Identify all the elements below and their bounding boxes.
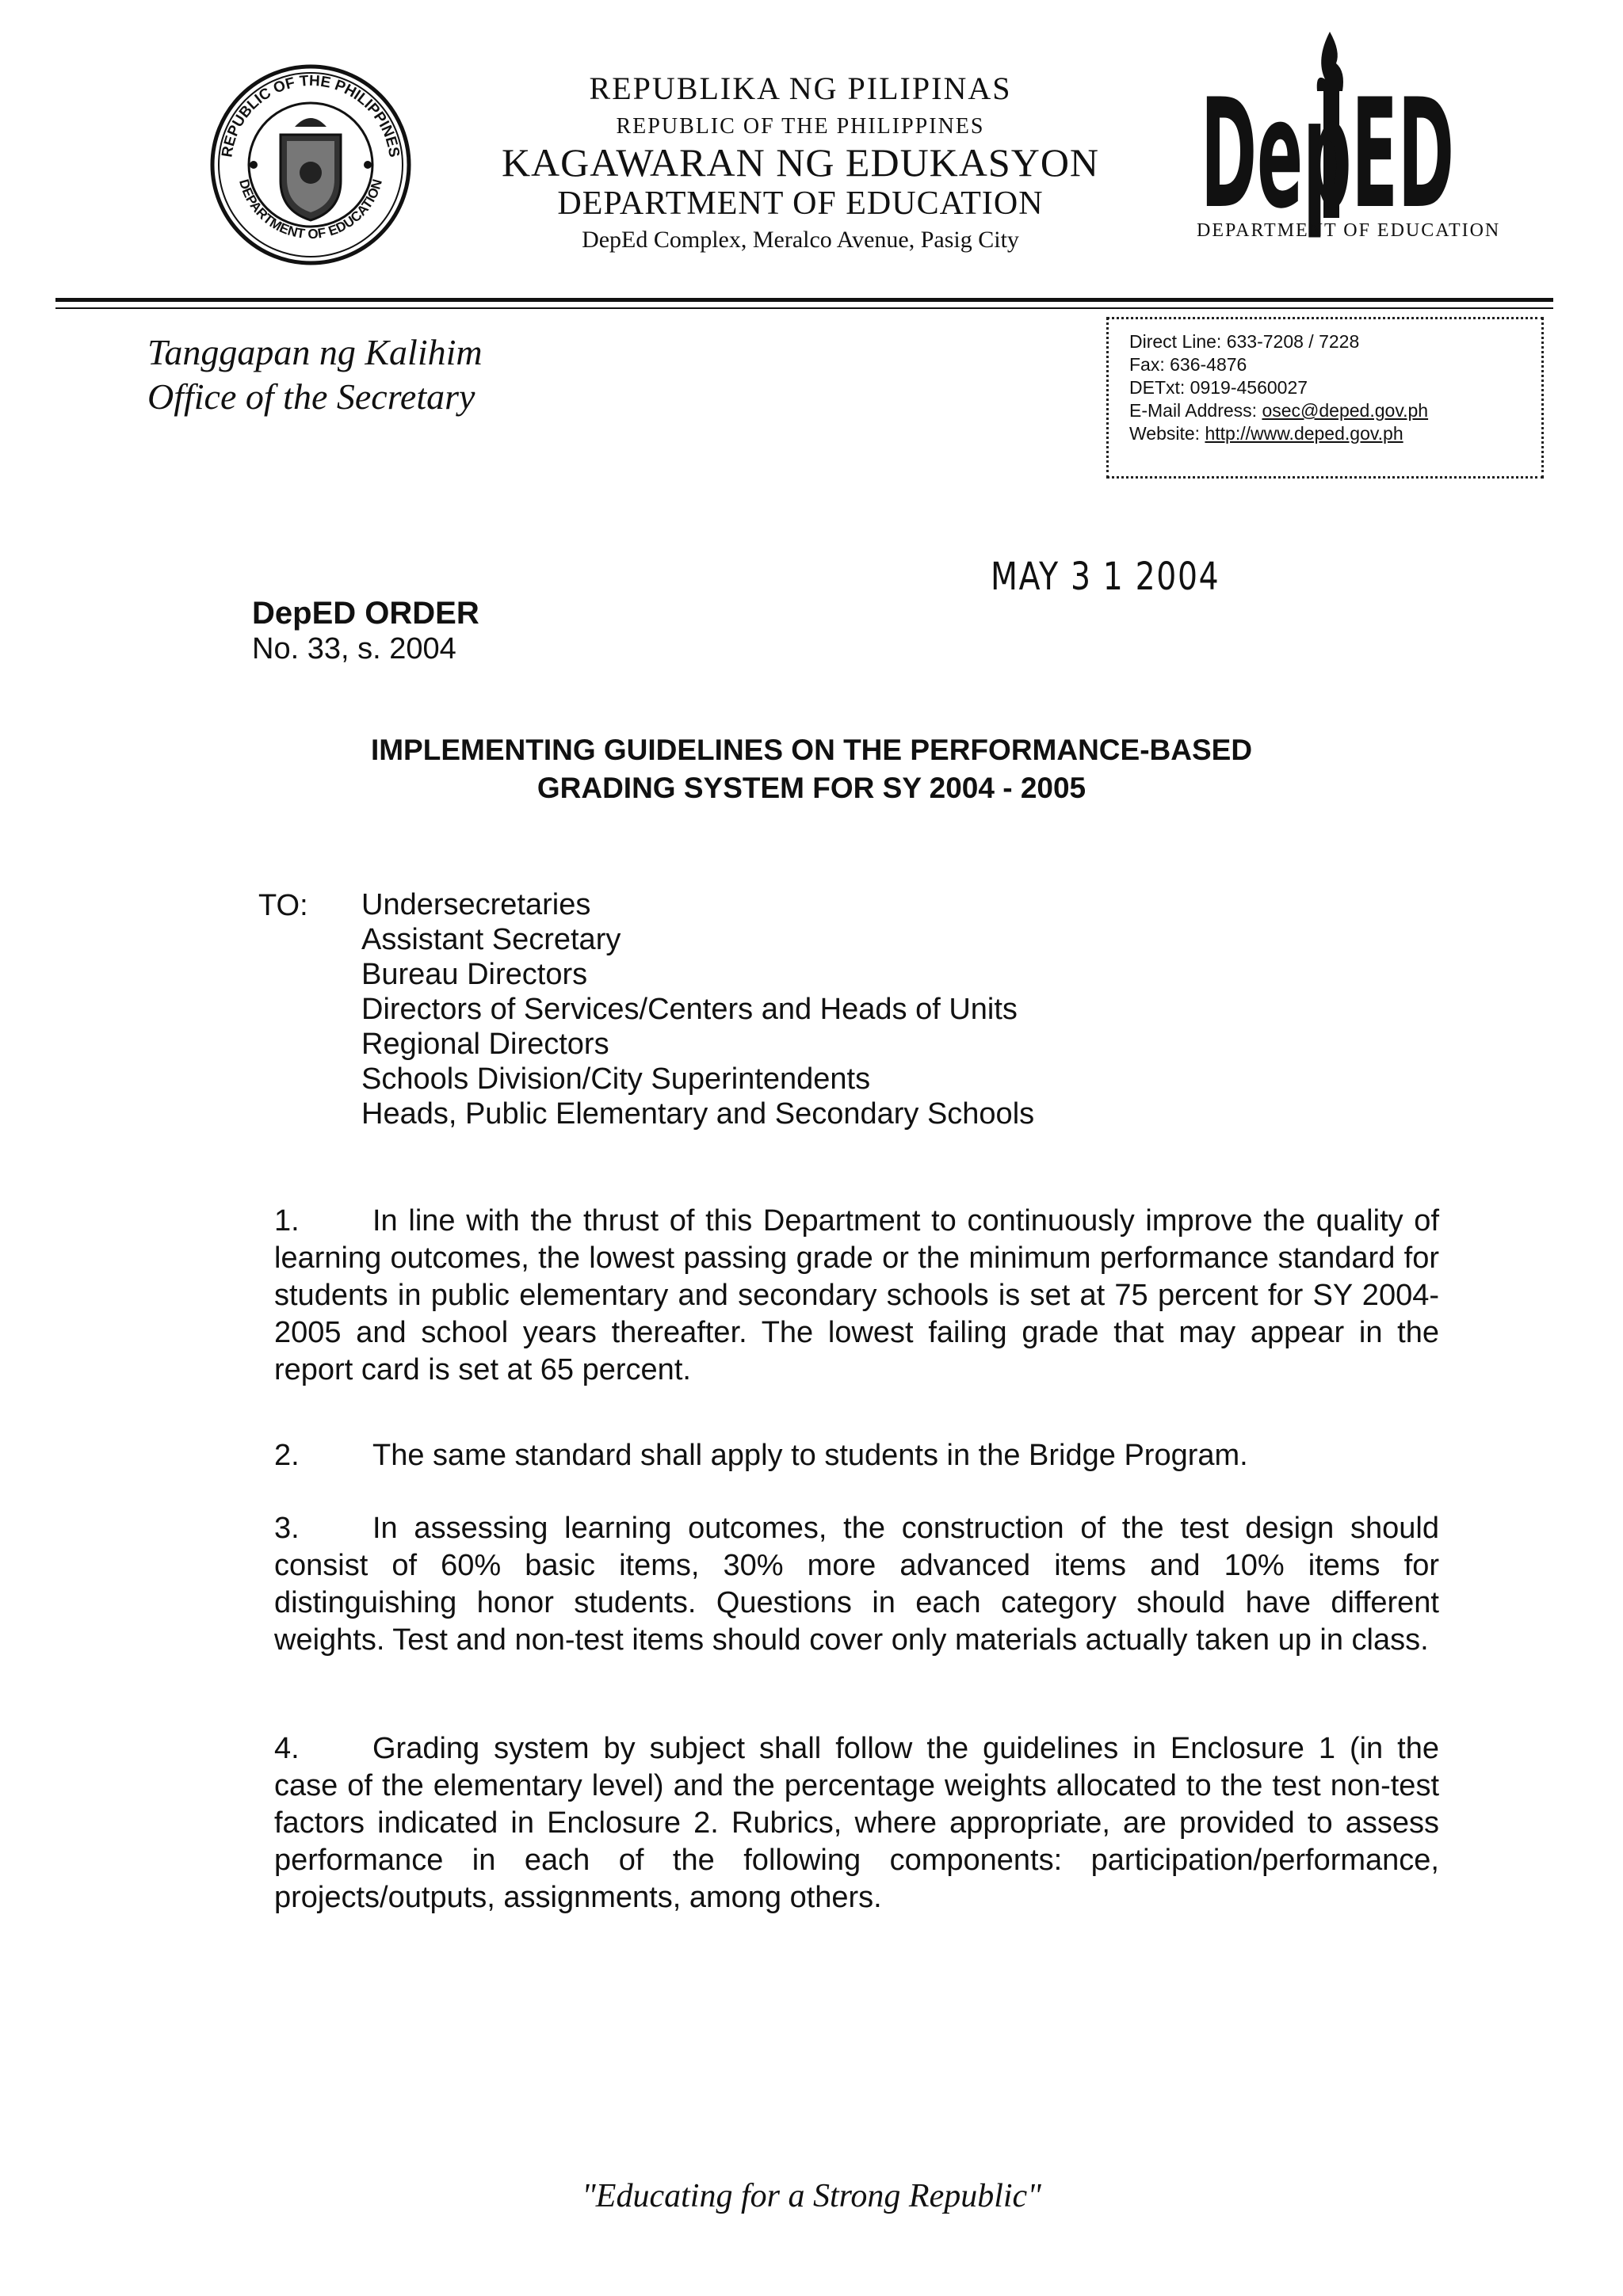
email-row <box>1129 399 1541 422</box>
email-link[interactable]: osec@deped.gov.ph <box>1262 400 1429 421</box>
subject-line-1: IMPLEMENTING GUIDELINES ON THE PERFORMANCE-BASED <box>370 734 1253 766</box>
deped-seal <box>208 62 414 268</box>
office-tagalog: Tanggapan ng Kalihim <box>147 332 483 372</box>
paragraph-2 <box>274 1437 1439 1474</box>
paragraph-number: 3. <box>274 1512 300 1545</box>
header-kagawaran: KAGAWARAN NG EDUKASYON <box>501 140 1100 185</box>
header-republic: REPUBLIC OF THE PHILIPPINES <box>616 114 985 139</box>
paragraph-number: 2. <box>274 1439 300 1472</box>
header-rule-thin <box>55 307 1553 309</box>
website-link[interactable]: http://www.deped.gov.ph <box>1205 423 1403 444</box>
email-label: E-Mail Address: <box>1129 400 1262 421</box>
paragraph-number: 4. <box>274 1732 300 1765</box>
recipient-item: Directors of Services/Centers and Heads of Units <box>361 993 1018 1026</box>
paragraph-text: In line with the thrust of this Department to continuously improve the quality of learning outcomes, the lowest passing grade or the minimum performance standard for students in public elementary and secondary schools is set at 75 percent for SY 2004-2005 and school years thereafter. The lowest failing grade that may appear in the report card is set at 65 percent. <box>274 1204 1439 1386</box>
recipient-item: Assistant Secretary <box>361 923 621 956</box>
deped-logo <box>1197 16 1458 254</box>
footer-slogan: "Educating for a Strong Republic" <box>582 2178 1041 2214</box>
paragraph-text: In assessing learning outcomes, the construction of the test design should consist of 60% basic items, 30% more advanced items and 10% items for distinguishing honor students. Questions in each category should have different weights. Test and non-test items should cover only materials actually taken up in class. <box>274 1512 1439 1657</box>
detxt: DETxt: 0919-4560027 <box>1129 377 1308 398</box>
paragraph-4 <box>274 1730 1439 1917</box>
order-number: No. 33, s. 2004 <box>252 632 456 666</box>
contact-box <box>1106 317 1544 479</box>
seal-text-top: REPUBLIC OF THE PHILIPPINES <box>219 72 403 158</box>
website-row <box>1129 422 1541 445</box>
paragraph-1 <box>274 1203 1439 1389</box>
seal-text-bottom: DEPARTMENT OF EDUCATION <box>235 177 386 242</box>
office-english: Office of the Secretary <box>147 376 475 417</box>
website-label: Website: <box>1129 423 1205 444</box>
fax: Fax: 636-4876 <box>1129 354 1247 375</box>
to-label: TO: <box>258 889 308 922</box>
subject-line-2: GRADING SYSTEM FOR SY 2004 - 2005 <box>537 772 1086 804</box>
recipient-item: Undersecretaries <box>361 888 591 921</box>
recipient-item: Heads, Public Elementary and Secondary Schools <box>361 1097 1035 1131</box>
recipient-item: Bureau Directors <box>361 958 588 991</box>
paragraph-number: 1. <box>274 1204 300 1238</box>
header-department: DEPARTMENT OF EDUCATION <box>557 185 1044 222</box>
direct-line: Direct Line: 633-7208 / 7228 <box>1129 331 1360 352</box>
paragraph-text: The same standard shall apply to students in the Bridge Program. <box>372 1439 1248 1472</box>
logo-caption: DEPARTMENT OF EDUCATION <box>1197 220 1501 241</box>
header-rule-thick <box>55 298 1553 302</box>
recipient-item: Schools Division/City Superintendents <box>361 1062 871 1096</box>
header-republika: REPUBLIKA NG PILIPINAS <box>589 71 1012 106</box>
paragraph-3 <box>274 1510 1439 1659</box>
date-stamp: MAY 3 1 2004 <box>991 555 1220 599</box>
header-address: DepEd Complex, Meralco Avenue, Pasig City <box>582 227 1019 253</box>
order-title: DepED ORDER <box>252 596 479 631</box>
recipient-item: Regional Directors <box>361 1028 609 1061</box>
paragraph-text: Grading system by subject shall follow the guidelines in Enclosure 1 (in the case of the elementary level) and the percentage weights allocated to the test non-test factors indicated in Enclosure 2. Rubrics, where appropriate, are provided to assess performance in each of the following components: participation/performance, projects/outputs, assignments, among others. <box>274 1732 1439 1914</box>
recipient-list <box>361 887 1034 1131</box>
deped-logo-text: DepED <box>1201 67 1454 242</box>
